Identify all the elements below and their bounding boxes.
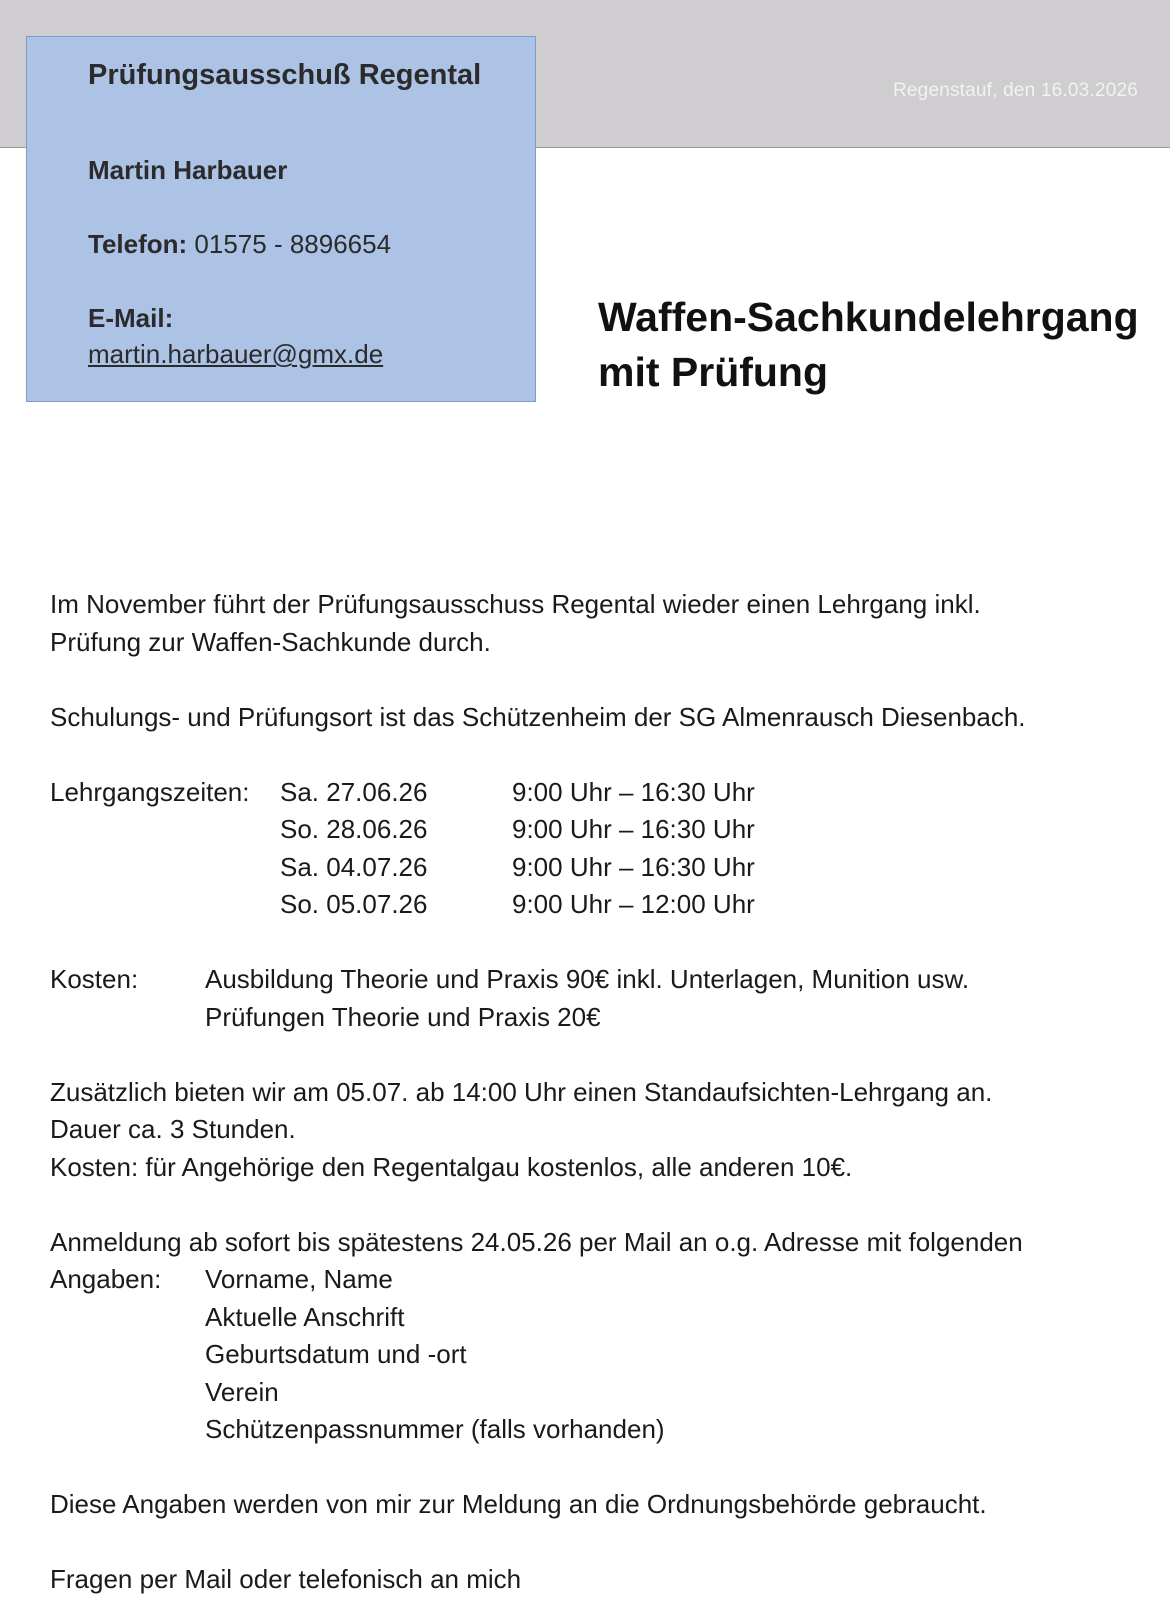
registration-line-1: Anmeldung ab sofort bis spätestens 24.05.26 per Mail an o.g. Adresse mit folgenden	[50, 1226, 1023, 1257]
contact-box	[26, 36, 536, 402]
schedule-date: Sa. 27.06.26	[280, 776, 428, 807]
registration-row	[50, 1336, 1150, 1374]
title-line-1: Waffen-Sachkundelehrgang	[598, 294, 1139, 340]
schedule-row	[50, 886, 1150, 924]
registration-row	[50, 1411, 1150, 1449]
registration-row	[50, 1299, 1150, 1337]
phone-label: Telefon:	[88, 229, 188, 259]
costs-line-2: Prüfungen Theorie und Praxis 20€	[205, 1001, 601, 1032]
registration-row	[50, 1374, 1150, 1412]
document-body	[50, 586, 1150, 1599]
schedule-time: 9:00 Uhr – 16:30 Uhr	[512, 814, 755, 844]
costs-row	[50, 999, 1150, 1037]
document-title	[598, 290, 1158, 400]
schedule-row	[50, 774, 1150, 812]
registration-row	[50, 1261, 1150, 1299]
schedule-row	[50, 811, 1150, 849]
schedule-time: 9:00 Uhr – 16:30 Uhr	[512, 776, 755, 807]
registration-item: Vorname, Name	[205, 1264, 393, 1294]
costs-row	[50, 961, 1150, 999]
schedule-row	[50, 849, 1150, 887]
extra-course-line-2: Dauer ca. 3 Stunden.	[50, 1114, 296, 1144]
phone-number[interactable]: 01575 - 8896654	[194, 229, 392, 259]
registration-item: Schützenpassnummer (falls vorhanden)	[205, 1414, 665, 1444]
intro-line-1: Im November führt der Prüfungsausschuss Regental wieder einen Lehrgang inkl.	[50, 589, 981, 619]
usage-note: Diese Angaben werden von mir zur Meldung an die Ordnungsbehörde gebraucht.	[50, 1489, 987, 1519]
schedule-label: Lehrgangszeiten:	[50, 776, 250, 807]
extra-course-line-1: Zusätzlich bieten wir am 05.07. ab 14:00 Uhr einen Standaufsichten-Lehrgang an.	[50, 1076, 993, 1107]
title-line-2: mit Prüfung	[598, 349, 829, 395]
schedule-time: 9:00 Uhr – 16:30 Uhr	[512, 851, 755, 882]
schedule-time: 9:00 Uhr – 12:00 Uhr	[512, 889, 755, 919]
contact-person: Martin Harbauer	[88, 155, 288, 185]
intro-line-2: Prüfung zur Waffen-Sachkunde durch.	[50, 626, 491, 657]
schedule-date: Sa. 04.07.26	[280, 851, 428, 882]
extra-course-line-3: Kosten: für Angehörige den Regentalgau kostenlos, alle anderen 10€.	[50, 1151, 853, 1182]
schedule-date: So. 05.07.26	[280, 889, 428, 919]
costs-label: Kosten:	[50, 964, 139, 994]
registration-item: Aktuelle Anschrift	[205, 1301, 405, 1332]
registration-item: Verein	[205, 1376, 279, 1407]
email-link[interactable]: martin.harbauer@gmx.de	[88, 339, 384, 369]
organization-name: Prüfungsausschuß Regental	[88, 59, 482, 91]
location-text: Schulungs- und Prüfungsort ist das Schützenheim der SG Almenrausch Diesenbach.	[50, 701, 1026, 732]
phone-line	[88, 229, 391, 260]
date-line: Regenstauf, den 16.03.2026	[892, 80, 1138, 101]
registration-item: Geburtsdatum und -ort	[205, 1339, 467, 1369]
email-label: E-Mail:	[88, 303, 174, 333]
schedule-date: So. 28.06.26	[280, 814, 428, 844]
registration-label: Angaben:	[50, 1264, 162, 1294]
costs-line-1: Ausbildung Theorie und Praxis 90€ inkl. Unterlagen, Munition usw.	[205, 964, 970, 994]
questions-line: Fragen per Mail oder telefonisch an mich	[50, 1564, 522, 1594]
